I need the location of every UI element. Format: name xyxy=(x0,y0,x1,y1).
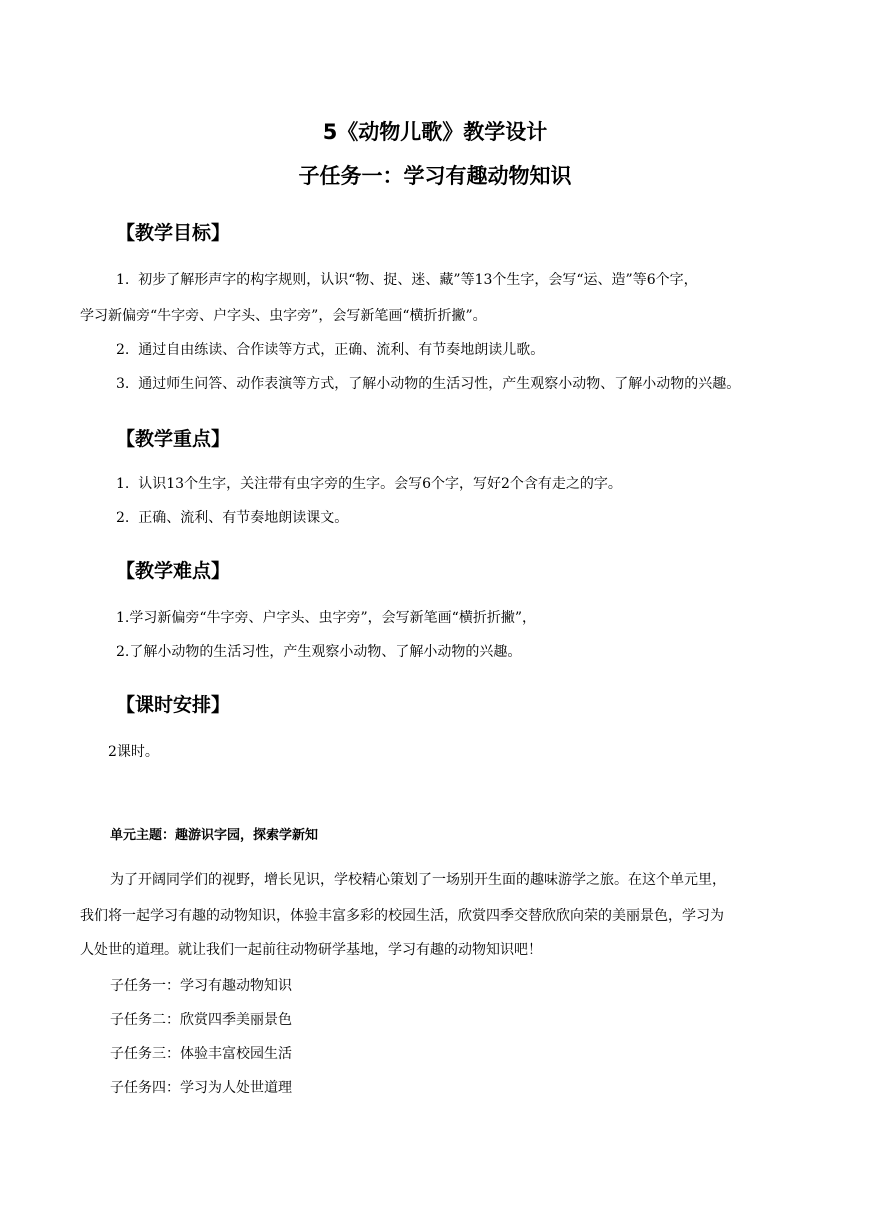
key-point-item-1-num: 1. xyxy=(116,476,130,492)
key-point-item-1 xyxy=(116,474,622,494)
unit-paragraph-line3: 人处世的道理。就让我们一起前往动物研学基地，学习有趣的动物知识吧！ xyxy=(80,942,542,958)
key-point-item-2-num: 2. xyxy=(116,510,130,526)
key-points-heading: 【教学重点】 xyxy=(116,428,231,450)
unit-paragraph-line1: 为了开阔同学们的视野，增长见识，学校精心策划了一场别开生面的趣味游学之旅。在这个单元里， xyxy=(110,872,726,888)
goal-item-1-text: 初步了解形声字的构字规则，认识“物、捉、迷、藏”等13个生字，会写“运、造”等6个字， xyxy=(138,272,698,288)
goal-item-2 xyxy=(116,340,544,360)
goal-item-3-num: 3. xyxy=(116,376,130,392)
difficulties-heading: 【教学难点】 xyxy=(116,560,231,582)
goal-item-3-text: 通过师生问答、动作表演等方式，了解小动物的生活习性，产生观察小动物、了解小动物的兴趣。 xyxy=(138,376,741,392)
subtask-item-3: 子任务三：体验丰富校园生活 xyxy=(110,1046,292,1062)
schedule-text: 2课时。 xyxy=(108,744,159,760)
subtask-item-2: 子任务二：欣赏四季美丽景色 xyxy=(110,1012,292,1028)
goal-item-2-text: 通过自由练读、合作读等方式，正确、流利、有节奏地朗读儿歌。 xyxy=(138,342,545,358)
subtask-item-1: 子任务一：学习有趣动物知识 xyxy=(110,978,292,994)
unit-paragraph-line2: 我们将一起学习有趣的动物知识，体验丰富多彩的校园生活，欣赏四季交替欣欣向荣的美丽景色，学习为 xyxy=(80,908,724,924)
document-subtitle: 子任务一：学习有趣动物知识 xyxy=(298,164,572,188)
schedule-heading: 【课时安排】 xyxy=(116,694,231,716)
goal-item-3 xyxy=(116,374,740,394)
subtask-item-4: 子任务四：学习为人处世道理 xyxy=(110,1080,292,1096)
unit-theme: 单元主题：趣游识字园，探索学新知 xyxy=(110,828,319,843)
goals-heading: 【教学目标】 xyxy=(116,222,231,244)
difficulty-item-1: 1.学习新偏旁“牛字旁、户字头、虫字旁”，会写新笔画“横折折撇”， xyxy=(116,610,536,626)
goal-item-1-line1 xyxy=(116,270,698,290)
goal-item-1-num: 1. xyxy=(116,272,130,288)
key-point-item-1-text: 认识13个生字，关注带有虫字旁的生字。会写6个字，写好2个含有走之的字。 xyxy=(138,476,622,492)
goal-item-2-num: 2. xyxy=(116,342,130,358)
key-point-item-2-text: 正确、流利、有节奏地朗读课文。 xyxy=(138,510,349,526)
key-point-item-2 xyxy=(116,508,348,528)
goal-item-1-line2: 学习新偏旁“牛字旁、户字头、虫字旁”，会写新笔画“横折折撇”。 xyxy=(80,308,487,324)
document-title: 5《动物儿歌》教学设计 xyxy=(322,120,548,144)
difficulty-item-2: 2.了解小动物的生活习性，产生观察小动物、了解小动物的兴趣。 xyxy=(116,644,522,660)
